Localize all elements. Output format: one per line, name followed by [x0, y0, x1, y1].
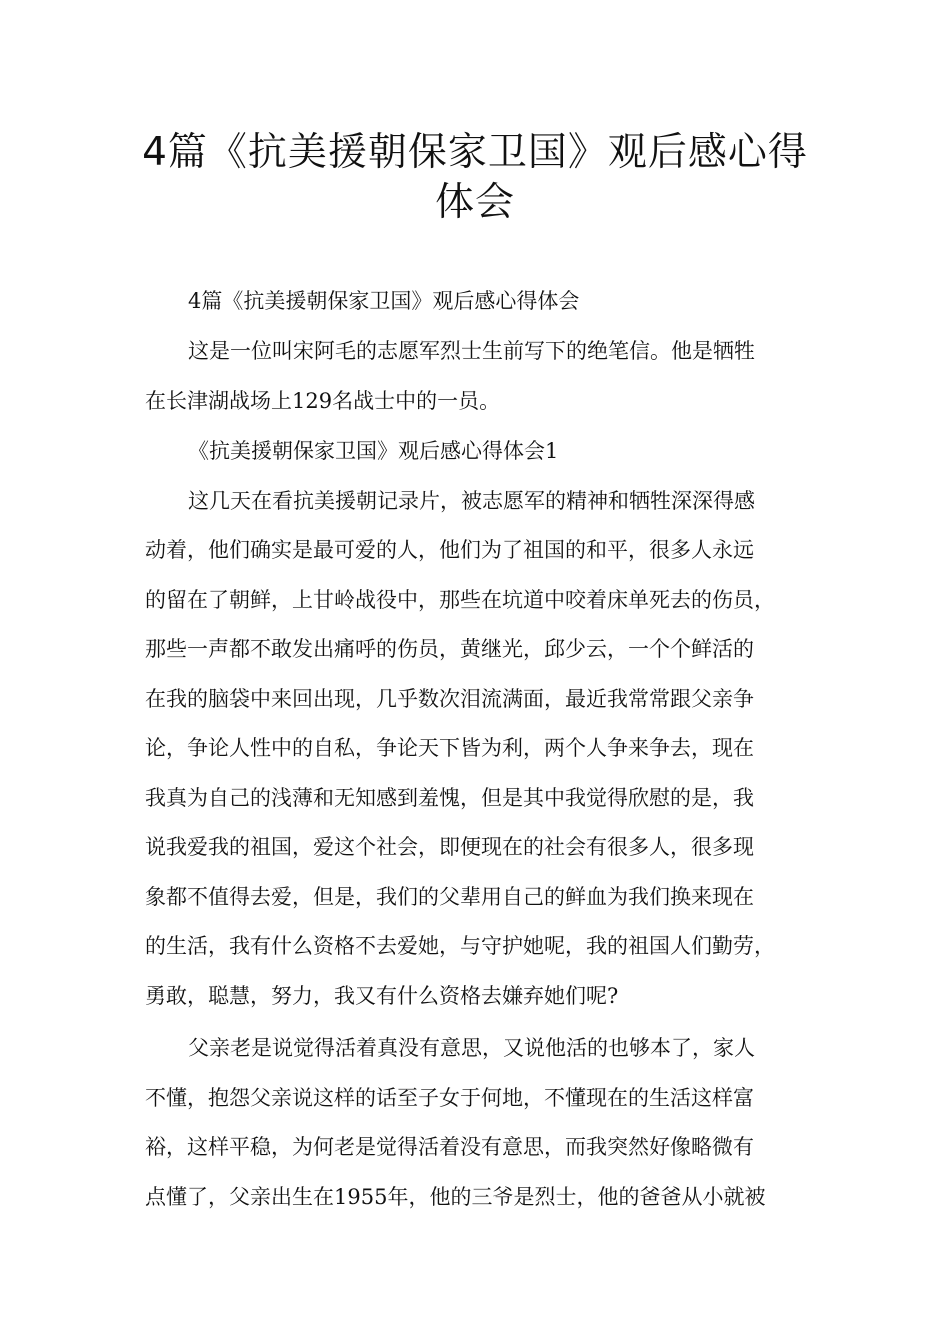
document-title-line-2: 体会	[434, 180, 515, 225]
paragraph-line: 这几天在看抗美援朝记录片，被志愿军的精神和牺牲深深得感	[188, 489, 755, 513]
paragraph-line: 勇敢，聪慧，努力，我又有什么资格去嫌弃她们呢?	[145, 984, 619, 1008]
paragraph-line: 点懂了，父亲出生在1955年，他的三爷是烈士，他的爸爸从小就被	[145, 1185, 766, 1209]
paragraph-line: 说我爱我的祖国，爱这个社会，即便现在的社会有很多人，很多现	[145, 835, 754, 859]
paragraph-line: 的留在了朝鲜，上甘岭战役中，那些在坑道中咬着床单死去的伤员，	[145, 588, 775, 612]
paragraph-line: 动着，他们确实是最可爱的人，他们为了祖国的和平，很多人永远	[145, 538, 754, 562]
paragraph-line: 论，争论人性中的自私，争论天下皆为利，两个人争来争去，现在	[145, 736, 754, 760]
paragraph-line: 在长津湖战场上129名战士中的一员。	[145, 389, 501, 413]
paragraph-line: 不懂，抱怨父亲说这样的话至子女于何地，不懂现在的生活这样富	[145, 1086, 754, 1110]
document-title-line-1: 4篇《抗美援朝保家卫国》观后感心得	[142, 130, 808, 175]
paragraph-line: 的生活，我有什么资格不去爱她，与守护她呢，我的祖国人们勤劳，	[145, 934, 775, 958]
paragraph-line: 我真为自己的浅薄和无知感到羞愧，但是其中我觉得欣慰的是，我	[145, 786, 754, 810]
paragraph-line: 在我的脑袋中来回出现，几乎数次泪流满面，最近我常常跟父亲争	[145, 687, 754, 711]
paragraph-line: 父亲老是说觉得活着真没有意思，又说他活的也够本了，家人	[188, 1036, 755, 1060]
paragraph-line: 这是一位叫宋阿毛的志愿军烈士生前写下的绝笔信。他是牺牲	[188, 339, 755, 363]
paragraph-line: 那些一声都不敢发出痛呼的伤员，黄继光，邱少云，一个个鲜活的	[145, 637, 754, 661]
section-heading: 《抗美援朝保家卫国》观后感心得体会1	[188, 439, 559, 463]
paragraph-line: 裕，这样平稳，为何老是觉得活着没有意思，而我突然好像略微有	[145, 1135, 754, 1159]
subtitle-line: 4篇《抗美援朝保家卫国》观后感心得体会	[188, 289, 580, 313]
paragraph-line: 象都不值得去爱，但是，我们的父辈用自己的鲜血为我们换来现在	[145, 885, 754, 909]
